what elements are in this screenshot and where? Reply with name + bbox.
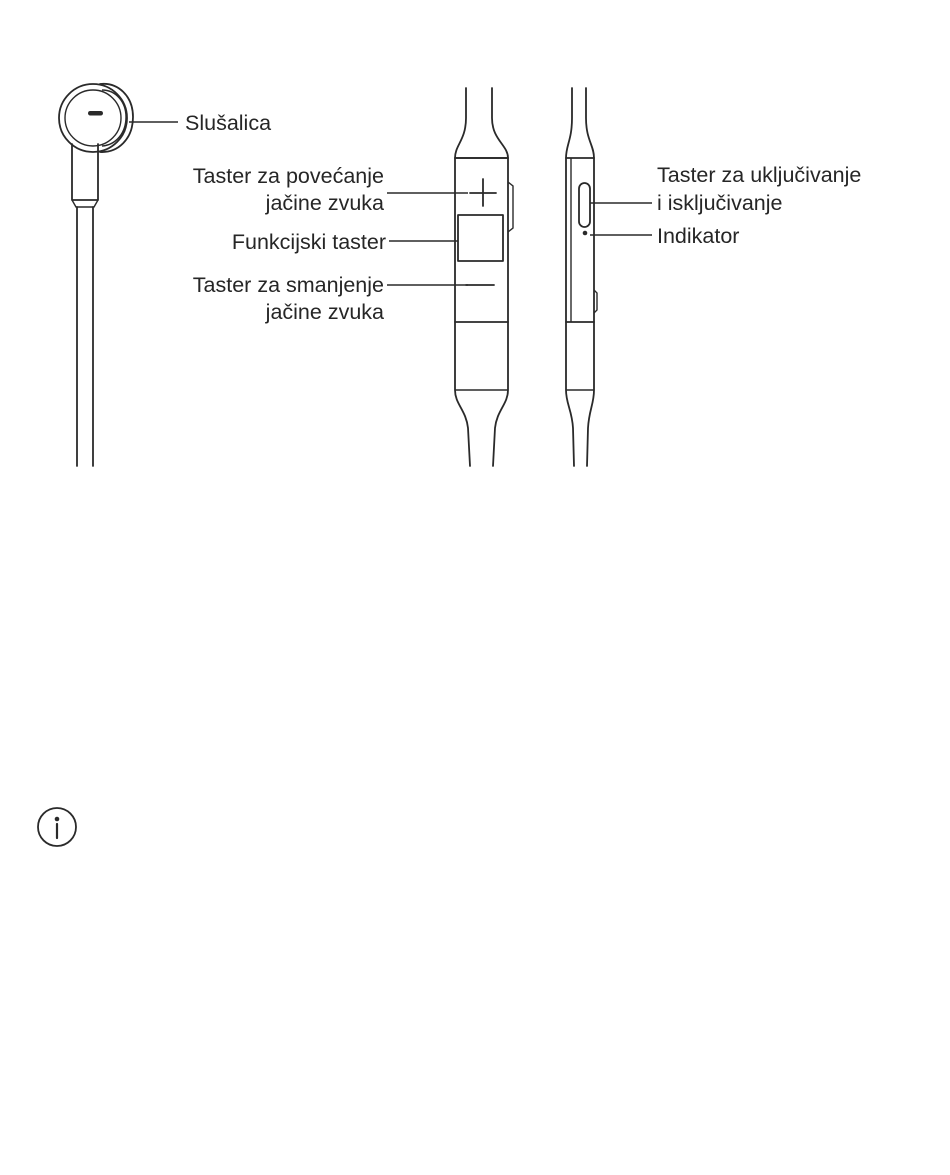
info-icon bbox=[38, 808, 76, 846]
power-button-label-line2: i isključivanje bbox=[657, 191, 783, 215]
volume-down-label-line2: jačine zvuka bbox=[265, 300, 384, 324]
earpiece-illustration bbox=[59, 84, 133, 466]
volume-up-label-line2: jačine zvuka bbox=[265, 191, 384, 215]
volume-up-label-line1: Taster za povećanje bbox=[192, 164, 384, 188]
function-button-label: Funkcijski taster bbox=[231, 230, 386, 254]
power-button-label-line1: Taster za uključivanje bbox=[657, 163, 862, 187]
indicator-label: Indikator bbox=[657, 224, 740, 248]
volume-down-label-line1: Taster za smanjenje bbox=[192, 273, 384, 297]
remote-side-illustration bbox=[566, 88, 597, 466]
remote-front-illustration bbox=[455, 88, 513, 466]
earpiece-label: Slušalica bbox=[185, 111, 272, 135]
